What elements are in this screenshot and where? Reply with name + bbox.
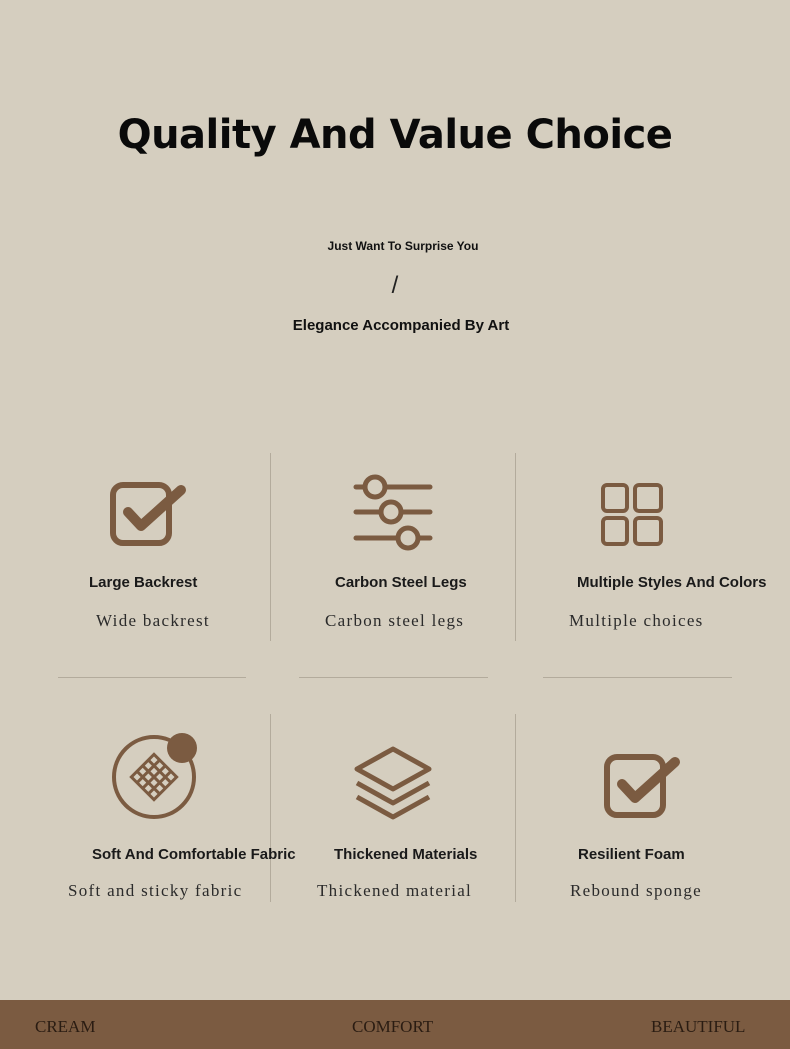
checkbox-icon: [602, 752, 682, 822]
feature-description: Wide backrest: [96, 611, 210, 630]
page-subtitle: Just Want To Surprise You: [327, 239, 479, 253]
feature-label: Soft And Comfortable Fabric: [92, 846, 296, 863]
column-divider: [270, 453, 271, 641]
row-divider: [299, 677, 488, 678]
feature-label: Thickened Materials: [334, 846, 478, 863]
feature-description: Thickened material: [317, 881, 473, 900]
footer-bar: [0, 1000, 790, 1049]
feature-description: Rebound sponge: [570, 881, 702, 900]
row-divider: [543, 677, 732, 678]
feature-description: Multiple choices: [569, 611, 704, 630]
feature-label: Resilient Foam: [578, 846, 685, 863]
page-title: Quality And Value Choice: [117, 112, 673, 158]
column-divider: [515, 714, 516, 902]
feature-label: Carbon Steel Legs: [335, 574, 467, 591]
feature-label: Large Backrest: [89, 574, 198, 591]
slash-divider: /: [391, 272, 399, 299]
sliders-icon: [353, 472, 433, 552]
feature-description: Soft and sticky fabric: [68, 881, 243, 900]
row-divider: [58, 677, 246, 678]
column-divider: [515, 453, 516, 641]
column-divider: [270, 714, 271, 902]
page-tagline: Elegance Accompanied By Art: [292, 317, 510, 334]
footer-right-text: BEAUTIFUL: [651, 1017, 746, 1036]
feature-label: Multiple Styles And Colors: [577, 574, 767, 591]
footer-center-text: COMFORT: [352, 1017, 434, 1036]
feature-description: Carbon steel legs: [325, 611, 465, 630]
fabric-icon: [108, 730, 200, 822]
footer-left-text: CREAM: [35, 1017, 96, 1036]
grid-icon: [598, 481, 668, 549]
layers-icon: [352, 745, 434, 825]
checkbox-icon: [108, 480, 188, 550]
